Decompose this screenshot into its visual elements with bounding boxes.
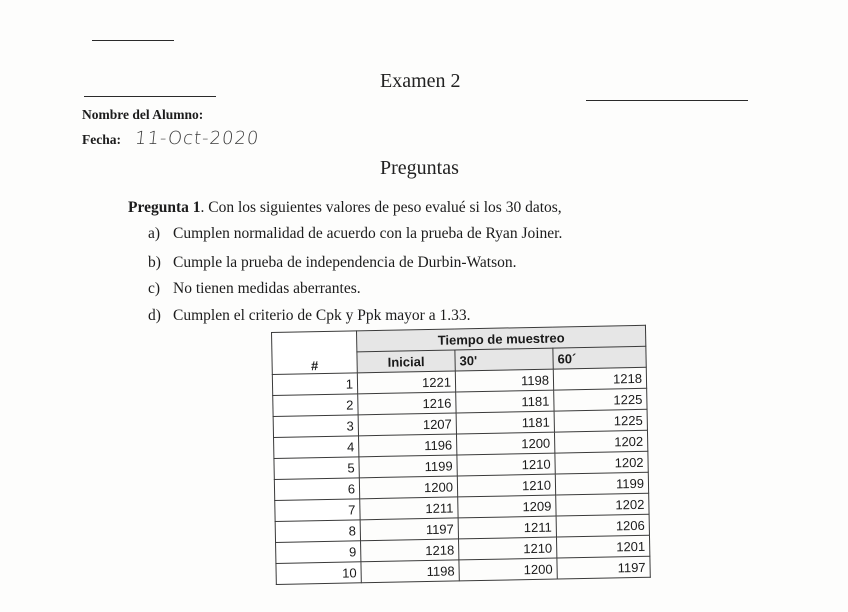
col-header-initial: Inicial (357, 350, 455, 373)
table-row: 9 1218 1210 1201 (276, 535, 650, 563)
question-text: . Con los siguientes valores de peso evalué si los 30 datos, (200, 199, 562, 216)
table-row: 10 1198 1200 1197 (276, 556, 650, 584)
question-item-a: a) Cumplen normalidad de acuerdo con la prueba de Ryan Joiner. (148, 225, 563, 242)
table-row: 1 1221 1198 1218 (272, 367, 646, 395)
table-row: 2 1216 1181 1225 (273, 388, 647, 416)
col-header-number: # (272, 331, 358, 375)
exam-title: Examen 2 (380, 70, 461, 92)
col-header-60: 60´ (553, 346, 646, 369)
data-table-wrapper (271, 325, 651, 585)
table-row: 5 1199 1210 1202 (274, 451, 648, 479)
top-scribble-line (92, 40, 174, 41)
table-row: 7 1211 1209 1202 (275, 493, 649, 521)
section-title: Preguntas (380, 157, 459, 179)
table-row: 6 1200 1210 1199 (274, 472, 648, 500)
question-item-d: d) Cumplen el criterio de Cpk y Ppk mayor a 1.33. (148, 307, 471, 324)
table-row: 8 1197 1211 1206 (275, 514, 649, 542)
group-header: Tiempo de muestreo (356, 325, 645, 352)
table-row: 3 1207 1181 1225 (273, 409, 647, 437)
table-row: 4 1196 1200 1202 (274, 430, 648, 458)
student-name-label: Nombre del Alumno: (82, 107, 204, 122)
col-header-30: 30' (455, 348, 553, 371)
date-label: Fecha: (82, 132, 121, 147)
left-header-line (84, 96, 216, 97)
question-label: Pregunta 1 (128, 199, 201, 216)
question-item-b: b) Cumple la prueba de independencia de Durbin-Watson. (148, 254, 517, 271)
handwritten-date: 11-Oct-2020 (133, 128, 261, 149)
question-prompt (128, 199, 728, 217)
question-item-c: c) No tienen medidas aberrantes. (148, 280, 361, 297)
right-header-line (586, 100, 748, 101)
weight-data-table (271, 325, 651, 585)
